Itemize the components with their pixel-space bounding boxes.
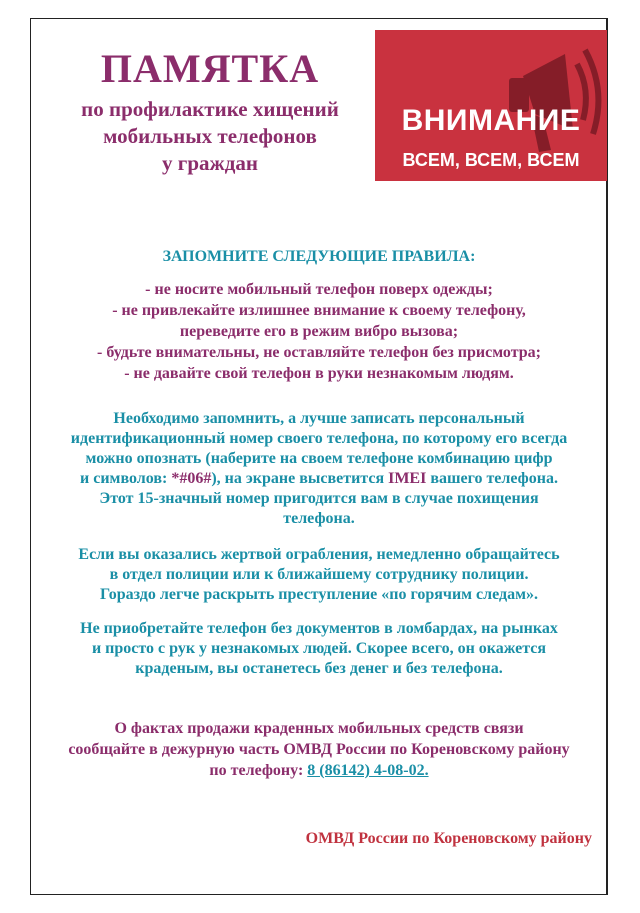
paragraph-line: Необходимо запомнить, а лучше записать персональный [113, 410, 525, 427]
paragraph-line: и просто с рук у незнакомых людей. Скорее всего, он окажется [91, 640, 547, 657]
phone-number-link[interactable]: 8 (86142) 4-08-02. [307, 762, 429, 779]
report-prefix: по телефону: [209, 762, 308, 779]
paragraph-line: идентификационный номер своего телефона, по которому его всегда [70, 430, 568, 447]
signature: ОМВД России по Кореновскому району [305, 830, 592, 847]
subtitle-line: у граждан [162, 151, 258, 175]
text-fragment: и символов: [80, 470, 172, 487]
report-line: сообщайте в дежурную часть ОМВД России по Кореновскому району [68, 741, 570, 758]
paragraph-line: Гораздо легче раскрыть преступление «по горячим следам». [99, 586, 539, 603]
page-title: ПАМЯТКА [100, 46, 320, 91]
purchase-paragraph [34, 619, 604, 679]
paragraph-line: в отдел полиции или к ближайшему сотруднику полиции. [109, 566, 529, 583]
report-line [30, 760, 608, 781]
rule-item: - не привлекайте излишнее внимание к своему телефону, [112, 302, 526, 319]
paragraph-line: можно опознать (наберите на своем телефоне комбинацию цифр [85, 450, 553, 467]
page-subtitle [40, 96, 380, 177]
report-line: О фактах продажи краденных мобильных средств связи [114, 720, 524, 737]
rule-item: переведите его в режим вибро вызова; [179, 323, 459, 340]
imei-paragraph [34, 409, 604, 529]
paragraph-line: телефона. [283, 510, 355, 527]
rule-item: - не давайте свой телефон в руки незнакомым людям. [124, 365, 514, 382]
paragraph-line: Если вы оказались жертвой ограбления, немедленно обращайтесь [78, 546, 560, 563]
robbery-paragraph [34, 545, 604, 605]
paragraph-line [34, 469, 604, 489]
rules-heading: ЗАПОМНИТЕ СЛЕДУЮЩИЕ ПРАВИЛА: [162, 248, 476, 265]
ussd-code: *#06# [171, 470, 212, 487]
subtitle-line: по профилактике хищений [81, 97, 339, 121]
text-fragment: вашего телефона. [426, 470, 558, 487]
report-block [30, 718, 608, 781]
warning-subtitle: ВСЕМ, ВСЕМ, ВСЕМ [402, 150, 580, 170]
warning-banner [375, 30, 607, 181]
paragraph-line: Не приобретайте телефон без документов в ломбардах, на рынках [80, 620, 558, 637]
imei-label: IMEI [388, 470, 427, 487]
warning-title: ВНИМАНИЕ [401, 104, 581, 137]
title-block [40, 46, 380, 177]
paragraph-line: краденым, вы останетесь без денег и без телефона. [135, 660, 503, 677]
subtitle-line: мобильных телефонов [103, 124, 317, 148]
text-fragment: ), на экране высветится [211, 470, 389, 487]
rule-item: - будьте внимательны, не оставляйте телефон без присмотра; [97, 344, 541, 361]
rule-item: - не носите мобильный телефон поверх одежды; [145, 281, 493, 298]
rules-list [30, 279, 608, 384]
paragraph-line: Этот 15-значный номер пригодится вам в случае похищения [99, 490, 539, 507]
